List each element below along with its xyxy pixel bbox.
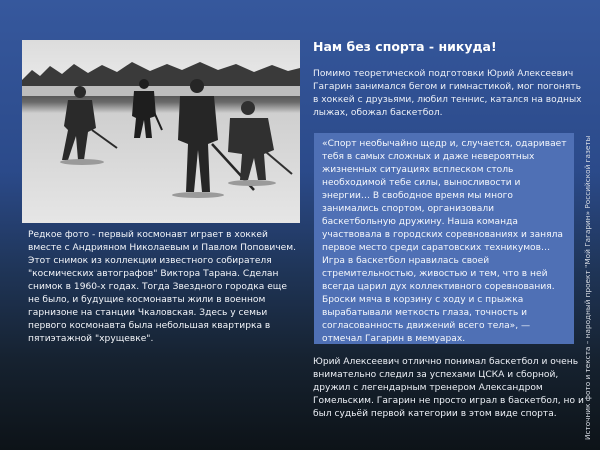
hockey-photo [22, 40, 300, 223]
section-heading: Нам без спорта - никуда! [313, 39, 497, 54]
outro-paragraph: Юрий Алексеевич отлично понимал баскетбол и очень внимательно следил за успехами ЦСКА и сборной, дружил с легендарным тренером Александром Гомельским. Гагарин не просто играл в баскетбол, но и был судьёй первой категории в этом виде спорта. [313, 357, 584, 419]
quote-box [314, 133, 574, 344]
quote-text: «Спорт необычайно щедр и, случается, одаривает тебя в самых сложных и даже невероятных жизненных ситуациях всплеском столь необходимой тебе силы, выносливости и энергии… В свободное время мы много занимались спортом, организовали баскетбольную дружину. Наша команда участвовала в городских соревнованиях и заняла первое место среди саратовских техникумов… Игра в баскетбол нравилась своей стремительностью, живостью и тем, что в ней всегда царил дух коллективного соревнования. Броски мяча в корзину с ходу и с прыжка вырабатывали меткость глаза, точность и согласованность движений всего тела», — отмечал Гагарин в мемуарах. [322, 139, 567, 344]
source-credit: Источник фото и текста – народный проект "Мой Гагарин» Российской газеты [583, 135, 592, 440]
intro-paragraph: Помимо теоретической подготовки Юрий Алексеевич Гагарин занимался бегом и гимнастикой, мог погонять в хоккей с друзьями, любил теннис, катался на водных лыжах, обожал баскетбол. [313, 69, 582, 118]
hockey-photo-icon [22, 40, 300, 223]
photo-caption: Редкое фото - первый космонавт играет в хоккей вместе с Андрияном Николаевым и Павлом Поповичем. Этот снимок из коллекции известного собирателя "космических автографов" Виктора Тарана. Сделан снимок в 1960-х годах. Тогда Звездного городка еще не было, и будущие космонавты жили в военном гарнизоне на станции Чкаловская. Здесь у семьи первого космонавта была небольшая квартирка в пятиэтажной "хрущевке". [28, 230, 297, 344]
